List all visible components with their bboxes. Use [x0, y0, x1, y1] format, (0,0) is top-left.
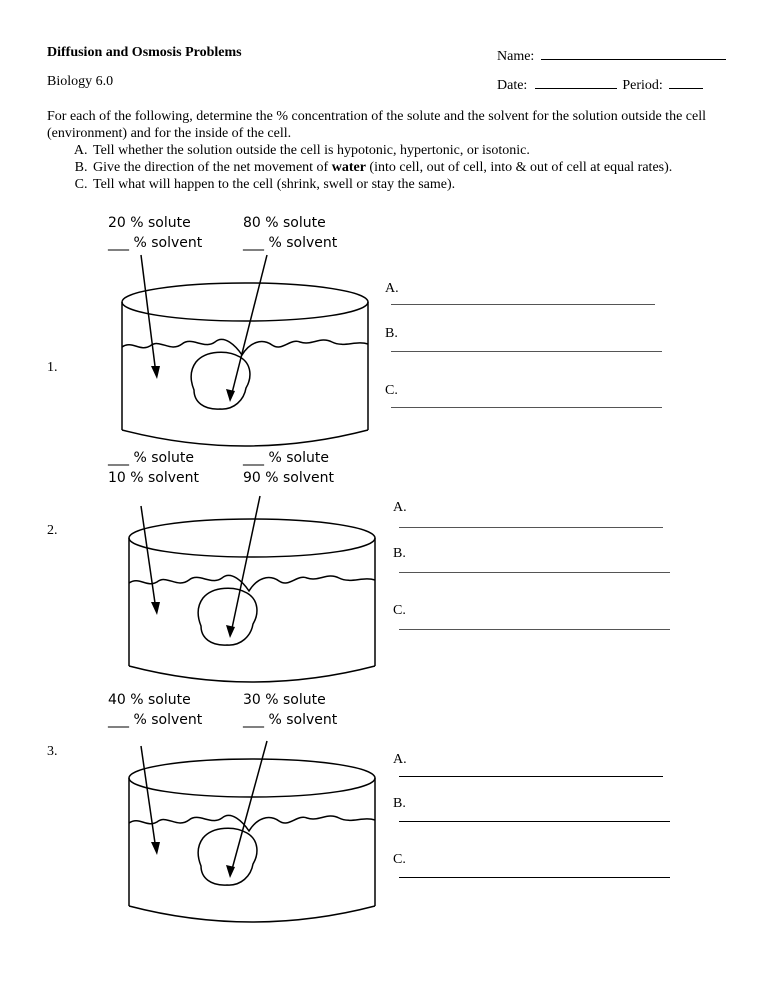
problem-1-answer-a-label: A. [385, 281, 399, 296]
problem-2-answer-c-label: C. [393, 603, 406, 618]
problem-3-answer-c-line[interactable] [399, 877, 670, 878]
course-label: Biology 6.0 [47, 74, 114, 89]
instruction-b-bold: water [331, 160, 366, 175]
problem-3-beaker-base [129, 906, 375, 922]
instruction-a: A. Tell whether the solution outside the cell is hypotonic, hypertonic, or isotonic. [91, 142, 737, 159]
problem-3-answer-c-label: C. [393, 852, 406, 867]
problem-2-inside-solute: ___ % solute [243, 450, 329, 466]
instruction-c: C. Tell what will happen to the cell (shrink, swell or stay the same). [91, 176, 737, 193]
problem-3-answer-b-label: B. [393, 796, 406, 811]
problem-1-outside-solvent: ___ % solvent [108, 235, 203, 251]
problem-2-answer-a-label: A. [393, 500, 407, 515]
problem-3-arrow-inside [231, 741, 267, 873]
problem-1-inside-solute: 80 % solute [243, 215, 326, 231]
instruction-b-text: Give the direction of the net movement of [93, 160, 332, 175]
problem-3-outside-solute: 40 % solute [108, 692, 191, 708]
instructions-intro: For each of the following, determine the % concentration of the solute and the solvent for the solution outside the cell (environment) and for the inside of the cell. [47, 109, 706, 141]
problem-1-number: 1. [47, 360, 58, 375]
problem-1-answer-c-label: C. [385, 383, 398, 398]
problem-3-answer-b-line[interactable] [399, 821, 670, 822]
problem-3-answer-a-label: A. [393, 752, 407, 767]
date-label: Date: [497, 78, 528, 93]
problem-3-inside-solute: 30 % solute [243, 692, 326, 708]
name-label: Name: [497, 49, 535, 64]
problem-2-inside-solvent: 90 % solvent [243, 470, 335, 486]
problem-3-arrowhead-outside [151, 842, 160, 855]
problem-2-outside-solvent: 10 % solvent [108, 470, 200, 486]
problem-3-arrow-outside [141, 746, 156, 850]
problem-3-answer-a-line[interactable] [399, 776, 663, 777]
problem-1-outside-solute: 20 % solute [108, 215, 191, 231]
problem-1-answer-b-label: B. [385, 326, 398, 341]
problem-2-number: 2. [47, 523, 58, 538]
problem-3-cell [198, 828, 257, 885]
problem-1-inside-solvent: ___ % solvent [243, 235, 338, 251]
instruction-b-text-after: (into cell, out of cell, into & out of cell at equal rates). [365, 160, 673, 175]
problem-2-answer-b-label: B. [393, 546, 406, 561]
problem-2-outside-solute: ___ % solute [108, 450, 194, 466]
problem-3-water-surface [129, 815, 375, 831]
problem-3-inside-solvent: ___ % solvent [243, 712, 338, 728]
problem-3-number: 3. [47, 744, 58, 759]
problem-3-outside-solvent: ___ % solvent [108, 712, 203, 728]
problem-3-arrowhead-inside [226, 865, 235, 878]
problem-3-beaker-rim [129, 759, 375, 797]
period-label: Period: [622, 78, 663, 93]
worksheet-title: Diffusion and Osmosis Problems [47, 45, 242, 60]
